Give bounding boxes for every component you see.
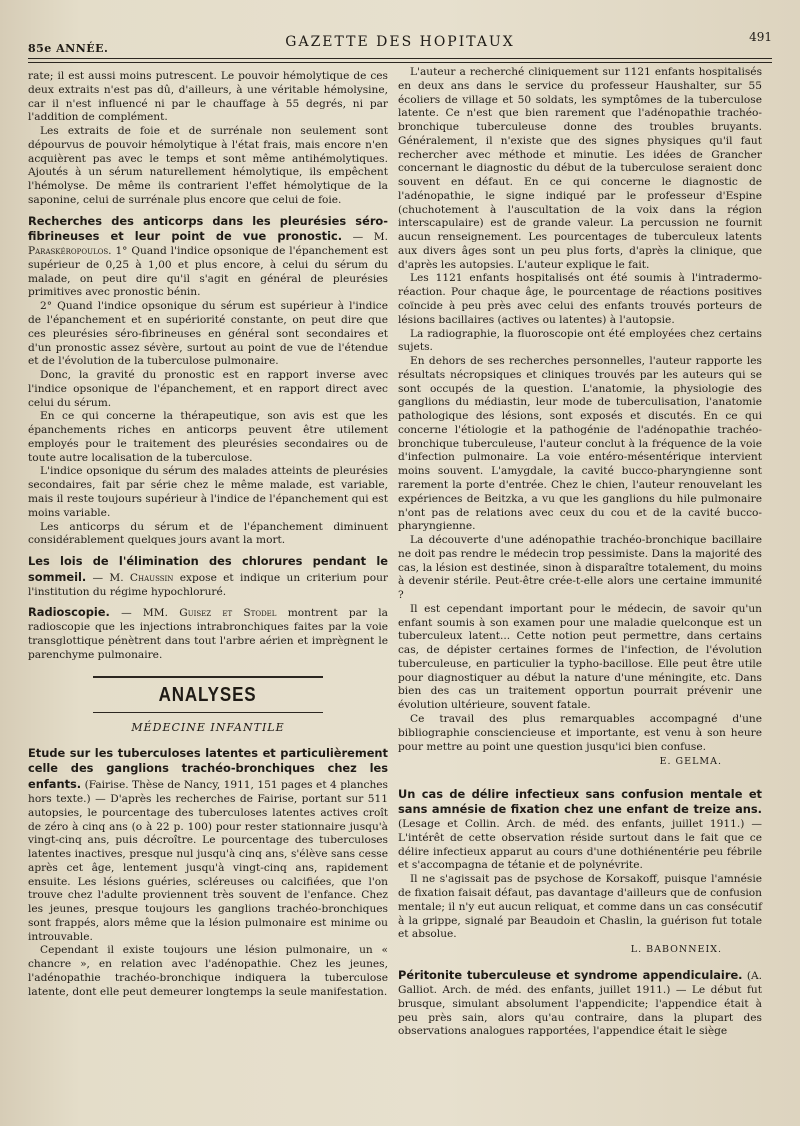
paragraph: En dehors de ses recherches personnelles, l'auteur rapporte les résultats nécropsiques et cliniques trouvés par les auteurs qui se sont occupés de la question. L'anatomie, la physiologie des ganglions du médiastin, leur mode de tuberculisation, l'anatomie pathologique des lésions, sont exposés et discutés. En ce qui concerne l'étiologie et la pathogénie de l'adénopathie trachéo-bronchique tuberculeuse, l'auteur conclut à la fréquence de la voie d'infection pulmonaire. La voie entéro-mésentérique intervient moins souvent. L'amygdale, la cavité bucco-pharyngienne sont rarement la porte d'entrée. Chez le chien, l'auteur renouvelant les expériences de Beitzka, a vu que les ganglions du hile pulmonaire n'ont pas de relations avec ceux du cou et de la cavité bucco-pharyngienne. — [398, 355, 762, 533]
paragraph: 1° Quand l'indice opsonique de l'épanchement est supérieur de 0,25 à 1,00 et plus encore, à celui du sérum du malade, on peut dire qu'il s'agit en général de pleurésies primitives avec pronostic bénin. — [28, 245, 388, 299]
section-title: Un cas de délire infectieux sans confusion mentale et sans amnésie de fixation chez une enfant de treize ans. — [398, 786, 762, 817]
paragraph: Le début fut brusque, simulant absolument l'appendicite; l'appendice était à peu près sain, alors qu'au contraire, dans la plupart des observations analogues rapportées, l'appendice était le siège — [398, 984, 763, 1038]
section-title: Les lois de l'élimination des chlorures pendant le sommeil. — [28, 554, 388, 584]
author: M. Paraskéropoulos. — [28, 231, 388, 258]
paragraph: montrent par la radioscopie que les injections intrabronchiques faites par la voie transglottique pénètrent dans tout l'arbre aérien et imprègnent le parenchyme pulmonaire. — [28, 607, 389, 661]
left-column — [28, 70, 388, 999]
signature: L. BABONNEIX. — [630, 944, 722, 956]
paragraph: L'indice opsonique du sérum des malades atteints de pleurésies secondaires, fait par série chez le même malade, est variable, mais il reste toujours supérieur à l'indice de l'épanchement qui est moins variable. — [28, 465, 388, 519]
paragraph: Les extraits de foie et de surrénale non seulement sont dépourvus de pouvoir hémolytique à l'état frais, mais encore n'en acquièrent pas avec le temps et sont même antihémolytiques. Ajoutés à un sérum naturellement hémolytique, ils empêchent l'hémolyse. De même ils contrarient l'effet hémolytique de la saponine, celui de surrénale plus encore que celui de foie. — [28, 125, 388, 206]
paragraph: Il ne s'agissait pas de psychose de Korsakoff, puisque l'amnésie de fixation faisait défaut, pas davantage d'ailleurs que de confusion mentale; il n'y eut aucun reliquat, et comme dans un cas consécutif à la grippe, signalé par Beaudoin et Chaslin, la guérison fut totale et absolue. — [398, 873, 762, 941]
section-tuberculoses-latentes — [28, 746, 388, 1000]
section-chlorures: Les lois de l'élimination des chlorures pendant le sommeil. — M. Chaussin expose et indique un criterium pour l'institution du régime hypochloruré. — [28, 554, 388, 598]
section-radioscopie: Radioscopie. — MM. Guisez et Stodel montrent par la radioscopie que les injections intrabronchiques faites par la voie transglottique pénètrent dans tout l'arbre aérien et imprègnent le parenchyme pulmonaire. — [28, 605, 389, 661]
page-number: 491 — [749, 30, 772, 44]
author: MM. Guisez et Stodel — [142, 607, 277, 620]
subsection-heading: MÉDECINE INFANTILE — [131, 721, 285, 735]
paragraph: L'intérêt de cette observation réside surtout dans le fait que ce délire infectieux apparut au cours d'une dothiénentérie peu fébrile et s'accompagna de tétanie et de polynévrite. — [398, 831, 762, 872]
paragraph: expose et indique un criterium pour l'institution du régime hypochloruré. — [28, 571, 388, 598]
section-title: Recherches des anticorps dans les pleurésies séro-fibrineuses et leur point de vue pronostic. — [28, 213, 388, 244]
reference: (Fairise. Thèse de Nancy, 1911, 151 pages et 4 planches hors texte.) — — [28, 779, 388, 805]
author: M. Chaussin — [109, 571, 174, 584]
year-label: 85e ANNÉE. — [28, 42, 109, 55]
paragraph: rate; il est aussi moins putrescent. Le pouvoir hémolytique de ces deux extraits n'est pas dû, d'ailleurs, à une véritable hémolysine, car il n'est influencé ni par le chauffage à 55 degrés, ni par l'addition de complément. — [28, 70, 388, 124]
paragraph: Cependant il existe toujours une lésion pulmonaire, un « chancre », en relation avec l'adénopathie. Chez les jeunes, l'adénopathie trachéo-bronchique indiquera la tuberculose latente, dont elle peut demeurer longtemps la seule manifestation. — [28, 944, 388, 998]
paragraph: L'auteur a recherché cliniquement sur 1121 enfants hospitalisés en deux ans dans le service du professeur Haushalter, sur 55 écoliers de village et 50 soldats, les symptômes de la tuberculose latente. Ce n'est que bien rarement que l'adénopathie trachéo-bronchique tuberculeuse donne des troubles bruyants. Généralement, il n'existe que des signes physiques qu'il faut rechercher avec méthode et minutie. Les idées de Grancher concernant le diagnostic du début de la tuberculose seraient donc souvent en défaut. En ce qui concerne le diagnostic de l'adénopathie, le signe indiqué par le professeur d'Espine (chuchotement à l'auscultation de la voix dans la région interscapulaire) est de grande valeur. La percussion ne fournit aucun renseignement. Les pourcentages de tuberculeux latents aux divers âges sont un peu plus forts, d'après la clinique, que d'après les autopsies. L'auteur explique le fait. — [398, 66, 762, 271]
paragraph: Ce travail des plus remarquables accompagné d'une bibliographie consciencieuse et importante, est venu à son heure pour mettre au point une question jusqu'ici bien confuse. — [398, 712, 762, 753]
right-column — [398, 66, 762, 1039]
paragraph: D'après les recherches de Fairise, portant sur 511 autopsies, le pourcentage des tuberculoses latentes actives croît de zéro à cinq ans (o à 22 p. 100) pour rester stationnaire jusqu'à vingt-cinq ans, puis décroître. Le pourcentage des tuberculoses latentes inactives, presque nul jusqu'à cinq ans, s'élève sans cesse après cet âge, lentement jusqu'à vingt-cinq ans, rapidement ensuite. Les lésions guéries, scléreuses ou calcifiées, que l'on trouve chez l'adulte proviennent très souvent de l'enfance. Chez les jeunes, presque toujours les ganglions trachéo-bronchiques sont frappés, alors même que la lésion pulmonaire est minime ou introuvable. — [28, 792, 389, 943]
page-header — [28, 26, 772, 60]
signature: E. GELMA. — [659, 756, 722, 768]
journal-title: GAZETTE DES HOPITAUX — [285, 34, 515, 50]
section-title: Péritonite tuberculeuse et syndrome appendiculaire. — [398, 968, 743, 983]
paragraph: 2° Quand l'indice opsonique du sérum est supérieur à l'indice de l'épanchement et en supériorité constante, on peut dire que ces pleurésies séro-fibrineuses en général sont secondaires et d'un pronostic assez sévère, surtout au point de vue de l'étendue et de l'évolution de la tuberculose pulmonaire. — [28, 300, 388, 368]
section-peritonite — [398, 968, 762, 1039]
paragraph: Les 1121 enfants hospitalisés ont été soumis à l'intradermo-réaction. Pour chaque âge, le pourcentage de réactions positives coïncide à peu près avec celui des enfants trouvés porteurs de lésions bacillaires (actives ou latentes) à l'autopsie. — [398, 272, 762, 326]
paragraph: Donc, la gravité du pronostic est en rapport inverse avec l'indice opsonique de l'épanchement, et en rapport direct avec celui du sérum. — [28, 369, 388, 409]
analyses-heading-box — [93, 676, 323, 713]
section-title: Etude sur les tuberculoses latentes et particulièrement celle des ganglions trachéo-bronchiques chez les enfants. — [28, 745, 388, 792]
reference: (Lesage et Collin. Arch. de méd. des enfants, juillet 1911.) — — [398, 818, 762, 831]
header-rule — [28, 58, 772, 63]
paragraph: En ce qui concerne la thérapeutique, son avis est que les épanchements riches en anticorps peuvent être utilement employés pour le traitement des pleurésies secondaires ou de toute autre localisation de la tuberculose. — [28, 410, 388, 464]
paragraph: Les anticorps du sérum et de l'épanchement diminuent considérablement quelques jours avant la mort. — [28, 520, 388, 547]
paragraph: Il est cependant important pour le médecin, de savoir qu'un enfant soumis à son examen pour une maladie quelconque est un tuberculeux latent... Cette notion peut permettre, dans certains cas, de dépister certaines formes de l'infection, de l'évolution tuberculeuse, en particulier la typho-bacillose. Elle peut être utile pour diagnostiquer au début la nature d'une méningite, etc. Dans bien des cas un traitement opportun pourrait prévenir une évolution ultérieure, souvent fatale. — [398, 602, 762, 712]
section-anticorps: Recherches des anticorps dans les pleurésies séro-fibrineuses et leur point de vue pronostic. — M. Paraskéropoulos. 1° Quand l'indice opsonique de l'épanchement est supérieur de 0,25 à 1,00 et plus encore, à celui du sérum du malade, on peut dire qu'il s'agit en général de pleurésies primitives avec pronostic bénin. 2° Quand l'indice opsonique du sérum est supérieur à l'indice de l'épanchement et en supériorité constante, on peut dire que ces pleurésies séro-fibrineuses en général sont secondaires et d'un pronostic assez sévère, surtout au point de vue de l'étendue et de l'évolution de la tuberculose pulmonaire. Donc, la gravité du pronostic est en rapport inverse avec l'indice opsonique de l'épanchement, et en rapport direct avec celui du sérum. En ce qui concerne la thérapeutique, son avis est que les épanchements riches en anticorps peuvent être utilement employés pour le traitement des pleurésies secondaires ou de toute autre localisation de la tuberculose. L'indice opsonique du sérum des malades atteints de pleurésies secondaires, fait par série chez le même malade, est variable, mais il reste toujours supérieur à l'indice de l'épanchement qui est moins variable. Les anticorps du sérum et de l'épanchement diminuent considérablement quelques jours avant la mort. — [28, 213, 388, 547]
paragraph: La découverte d'une adénopathie trachéo-bronchique bacillaire ne doit pas rendre le médecin trop pessimiste. Dans la majorité des cas, la lésion est destinée, sinon à disparaître totalement, du moins à devenir stérile. Peut-être crée-t-elle alors une certaine immunité ? — [398, 534, 762, 602]
reference: (A. Galliot. Arch. de méd. des enfants, juillet 1911.) — — [398, 970, 762, 997]
section-title: Radioscopie. — [28, 605, 110, 620]
paragraph: La radiographie, la fluoroscopie ont été employées chez certains sujets. — [398, 327, 762, 354]
analyses-heading: ANALYSES — [159, 684, 257, 707]
section-delire-infectieux — [398, 787, 762, 957]
